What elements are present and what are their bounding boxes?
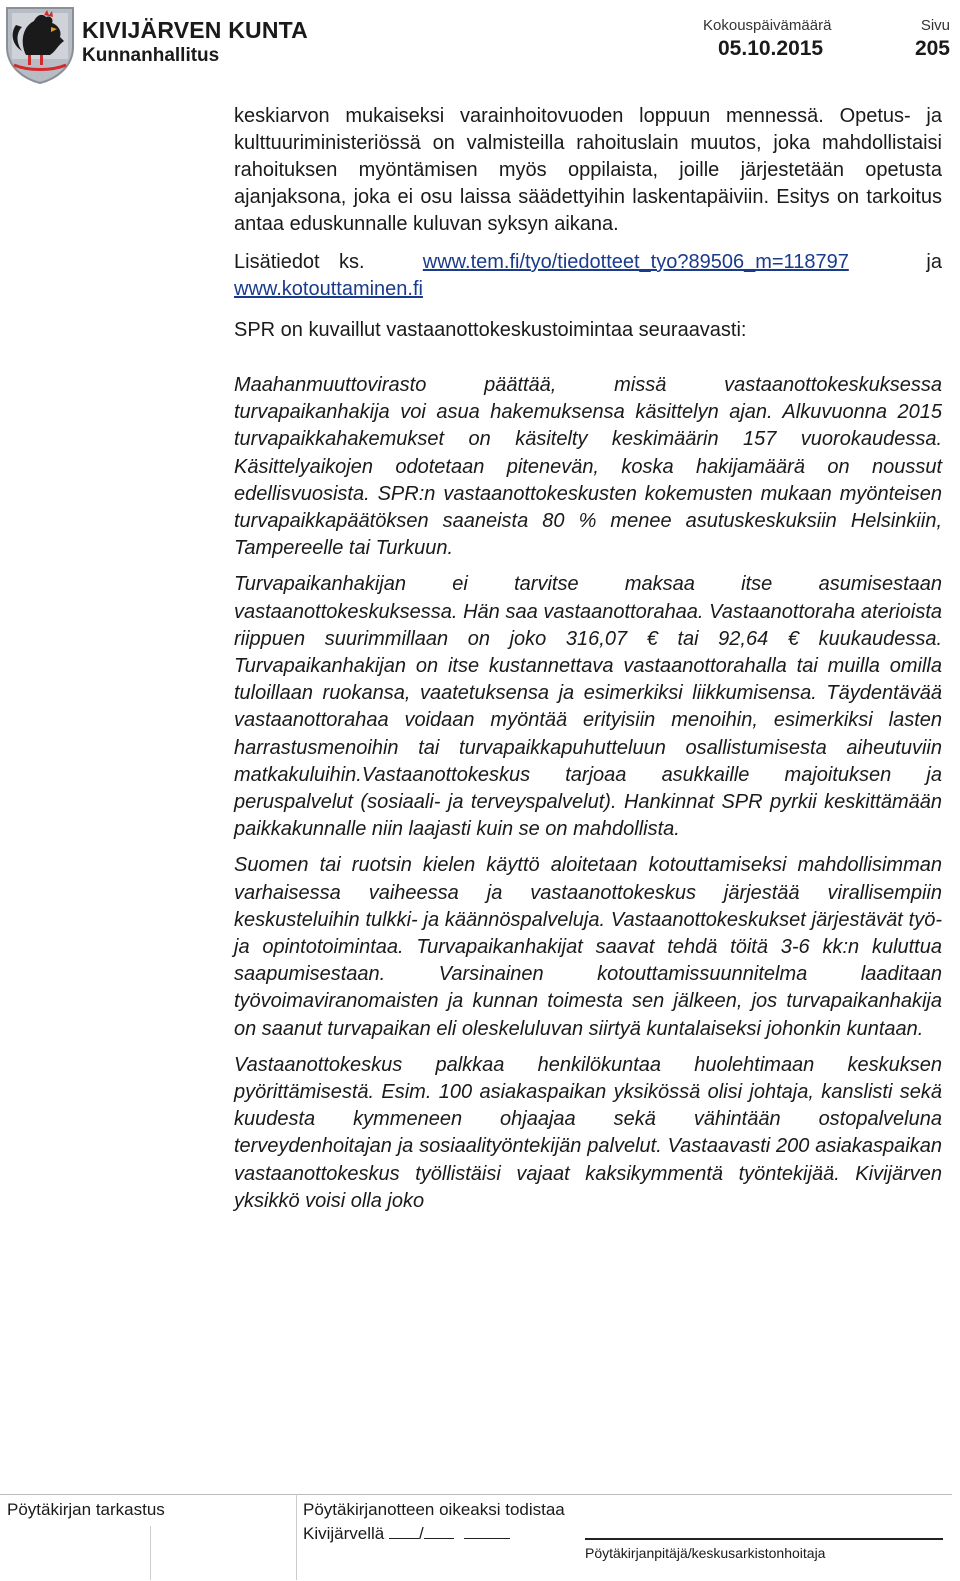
paragraph-spr-intro: SPR on kuvaillut vastaanottokeskustoimintaa seuraavasti:: [234, 319, 747, 341]
minutes-review-label: Pöytäkirjan tarkastus: [7, 1500, 165, 1519]
certification-place-date: [303, 1522, 510, 1544]
signature-role-label: Pöytäkirjanpitäjä/keskusarkistonhoitaja: [585, 1545, 826, 1561]
organization-body: Kunnanhallitus: [82, 45, 220, 66]
paragraph-more-info: [234, 249, 942, 303]
footer-divider: [0, 1494, 952, 1495]
quote-paragraph-placement: Maahanmuuttovirasto päättää, missä vastaanottokeskuksessa turvapaikanhakija voi asua hakemuksensa käsittelyn ajan. Alkuvuonna 2015 turvapaikkahakemukset on käsitelty keskimäärin 157 vuorokaudessa. Käsittelyaikojen odotetaan pitenevän, koska hakijamäärä on noussut edellisvuosista. SPR:n vastaanottokeskusten kokemusten mukaan myönteisen turvapaikkapäätöksen saaneista 80 % menee asutuskeskuksiin Helsinkiin, Tampereelle tai Turkuun.: [234, 374, 942, 560]
place-name: Kivijärvellä: [303, 1524, 385, 1543]
paragraph-financing: keskiarvon mukaiseksi varainhoitovuoden loppuun mennessä. Opetus- ja kulttuuriministeriössä on valmisteilla rahoituslain muutos, joka mahdollistaisi rahoituksen myöntämisen myös oppilaista, joille järjestetään opetusta ajanjaksona, joka ei osu laissa säädettyihin laskentapäiviin. Esitys on tarkoitus antaa eduskunnalle kuluvan syksyn aikana.: [234, 105, 942, 235]
quote-paragraph-language: Suomen tai ruotsin kielen käyttö aloitetaan kotouttamiseksi mahdollisimman varhaisessa vaiheessa ja vastaanottokeskus järjestää virallisempiin keskusteluihin tulkki- ja käännöspalveluja. Vastaanottokeskukset järjestävät työ- ja opintotoimintaa. Turvapaikanhakijat saavat tehdä töitä 3-6 kk:n kuluttua saapumisestaan. Varsinainen kotouttamissuunnitelma laaditaan työvoimaviranomaisten ja kunnan toimesta sen jälkeen, jos turvapaikanhakija on saanut turvapaikan eli oleskeluluvan siirtyä kuntalaiseksi johonkin kuntaan.: [234, 854, 942, 1040]
day-blank: [389, 1522, 419, 1539]
link-tem[interactable]: www.tem.fi/tyo/tiedotteet_tyo?89506_m=118797: [422, 251, 849, 273]
page-footer: [0, 1492, 960, 1581]
footer-column-divider: [150, 1526, 151, 1580]
signature-line: [585, 1538, 943, 1540]
meeting-date-label: Kokouspäivämäärä: [703, 17, 832, 34]
more-info-join: ja: [926, 251, 942, 273]
quote-paragraph-staff: Vastaanottokeskus palkkaa henkilökuntaa huolehtimaan keskuksen pyörittämisestä. Esim. 100 asiakaspaikan yksikössä olisi johtaja, kanslisti sekä kuudesta kymmeneen ohjaajaa sekä vähintään ostopalveluna terveydenhoitajan ja sosiaalityöntekijän palvelut. Vastaavasti 200 asiakaspaikan vastaanottokeskus työllistäisi vajaat kaksikymmentä työntekijää. Kivijärven yksikkö voisi olla joko: [234, 1053, 942, 1212]
page-number-label: Sivu: [920, 17, 950, 34]
month-blank: [424, 1522, 454, 1539]
year-blank: [464, 1522, 510, 1539]
page-header: [0, 0, 960, 100]
certification-label: Pöytäkirjanotteen oikeaksi todistaa: [303, 1500, 565, 1519]
link-kotouttaminen[interactable]: www.kotouttaminen.fi: [234, 278, 423, 300]
quote-paragraph-allowance: Turvapaikanhakijan ei tarvitse maksaa itse asumisestaan vastaanottokeskuksessa. Hän saa vastaanottorahaa. Vastaanottoraha aterioista riippuen suurimmillaan on joko 316,07 € tai 92,64 € kuukaudessa. Turvapaikanhakijan on itse kustannettava vastaanottorahalla tai muilla omilla tuloillaan ruokansa, vaatetuksensa ja esimerkiksi liikkumisensa. Täydentävää vastaanottorahaa voidaan myöntää erityisiin menoihin, esimerkiksi lasten harrastusmenoihin tai turvapaikkapuhutteluun osallistumisesta aiheutuviin matkakuluihin.Vastaanottokeskus tarjoaa asukkaille majoituksen ja peruspalvelut (sosiaali- ja terveyspalvelut). Hankinnat SPR pyrkii keskittämään paikkakunnalle niin laajasti kuin se on mahdollista.: [234, 573, 942, 841]
date-separator: /: [418, 1524, 424, 1543]
meeting-date: 05.10.2015: [718, 37, 824, 60]
organization-name: KIVIJÄRVEN KUNTA: [82, 17, 308, 43]
footer-column-divider: [296, 1494, 297, 1580]
more-info-prefix: Lisätiedot ks.: [234, 251, 365, 273]
document-body: [234, 103, 942, 1215]
coat-of-arms-icon: [4, 5, 76, 85]
page-number: 205: [914, 37, 950, 60]
